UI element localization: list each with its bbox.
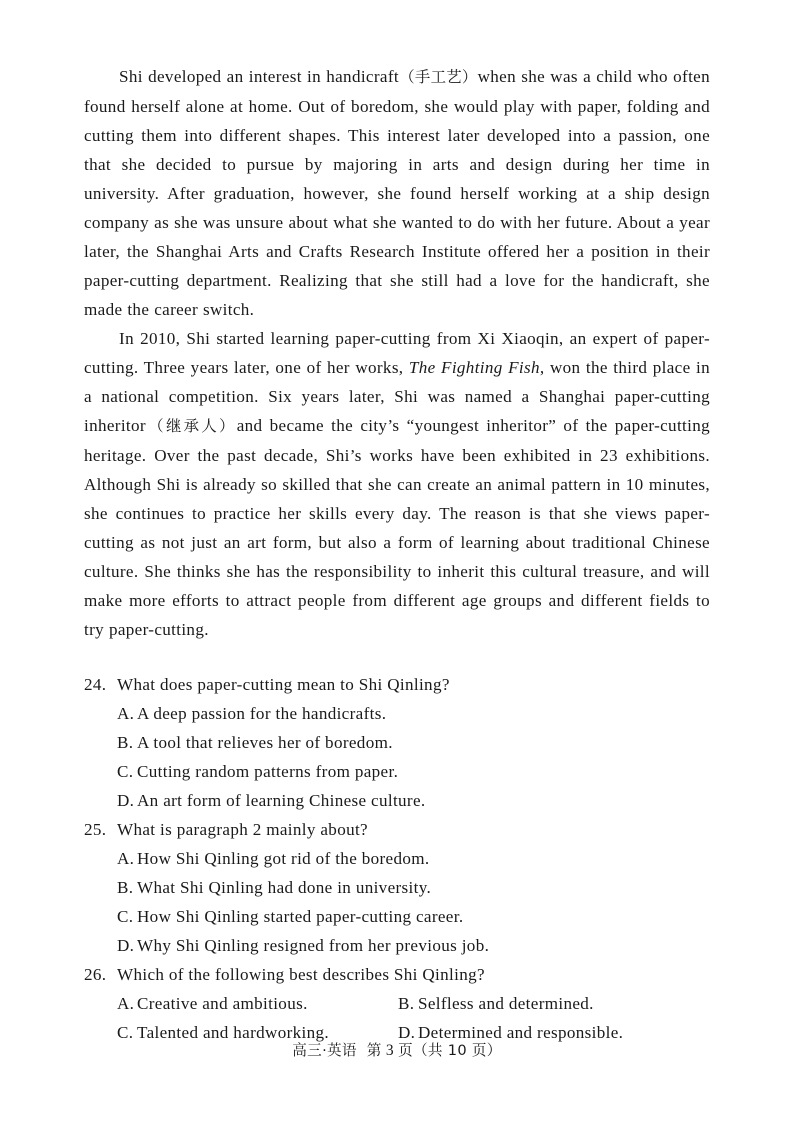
option-25-b[interactable] bbox=[84, 873, 710, 902]
question-text-24: What does paper-cutting mean to Shi Qinling? bbox=[117, 675, 450, 694]
passage-text-run: and became the city’s “youngest inheritor” of the paper-cutting heritage. Over the past decade, Shi’s works have been exhibited in 23 exhibitions. Although Shi is already so skilled that she can create an animal pattern in 10 minutes, she continues to practice her skills every day. The reason is that she views paper-cutting as not just an art form, but also a form of learning about traditional Chinese culture. She thinks she has the responsibility to inherit this cultural treasure, and will make more efforts to attract people from different age groups and different fields to try paper-cutting. bbox=[84, 416, 710, 639]
option-text-24-b: A tool that relieves her of boredom. bbox=[137, 733, 393, 752]
passage-text-run: In 2010, Shi started learning paper-cutting from Xi Xiaoqin, an expert of paper-cutting. Three years later, one of her works, bbox=[84, 329, 710, 377]
options-list-26 bbox=[84, 989, 710, 1047]
option-25-d[interactable] bbox=[84, 931, 710, 960]
passage-paragraph-1 bbox=[84, 62, 710, 324]
passage-text-run: , won the third place in a national competition. Six years later, Shi was named a Shanghai paper-cutting inheritor bbox=[84, 358, 710, 435]
option-text-26-a: Creative and ambitious. bbox=[137, 994, 308, 1013]
option-letter-26-a: A. bbox=[117, 994, 135, 1013]
option-text-25-a: How Shi Qinling got rid of the boredom. bbox=[137, 849, 430, 868]
question-text-25: What is paragraph 2 mainly about? bbox=[117, 820, 368, 839]
footer-page-number: 3 bbox=[385, 1042, 394, 1059]
page-footer bbox=[0, 1040, 794, 1062]
passage-paragraph-2 bbox=[84, 324, 710, 644]
option-24-c[interactable] bbox=[84, 757, 710, 786]
option-26-b[interactable] bbox=[398, 989, 710, 1018]
options-list-25 bbox=[84, 844, 710, 960]
question-number-26: 26. bbox=[84, 965, 107, 984]
footer-total-pages: （共 10 页） bbox=[413, 1042, 502, 1059]
footer-subject: 高三·英语 bbox=[292, 1042, 357, 1059]
option-text-24-c: Cutting random patterns from paper. bbox=[137, 762, 399, 781]
question-number-24: 24. bbox=[84, 675, 107, 694]
option-letter-25-a: A. bbox=[117, 849, 135, 868]
option-letter-26-b: B. bbox=[398, 994, 415, 1013]
passage-text-run: when she was a child who often found herself alone at home. Out of boredom, she would play with paper, folding and cutting them into different shapes. This interest later developed into a passion, one that she decided to pursue by majoring in arts and design during her time in university. After graduation, however, she found herself working at a ship design company as she was unsure about what she wanted to do with her future. About a year later, the Shanghai Arts and Crafts Research Institute offered her a position in their paper-cutting department. Realizing that she still had a love for the handicraft, she made the career switch. bbox=[84, 67, 710, 319]
cjk-gloss: （继承人） bbox=[145, 417, 237, 435]
option-letter-24-c: C. bbox=[117, 762, 134, 781]
question-number-25: 25. bbox=[84, 820, 107, 839]
question-text-26: Which of the following best describes Shi Qinling? bbox=[117, 965, 485, 984]
option-text-25-b: What Shi Qinling had done in university. bbox=[137, 878, 432, 897]
option-25-a[interactable] bbox=[84, 844, 710, 873]
option-26-a[interactable] bbox=[84, 989, 398, 1018]
option-letter-24-b: B. bbox=[117, 733, 134, 752]
option-letter-26-d: D. bbox=[398, 1023, 416, 1042]
option-text-26-c: Talented and hardworking. bbox=[137, 1023, 329, 1042]
option-text-26-b: Selfless and determined. bbox=[418, 994, 594, 1013]
question-block-26 bbox=[84, 960, 710, 1047]
footer-page-suffix: 页 bbox=[398, 1042, 413, 1059]
footer-page-prefix: 第 bbox=[366, 1042, 382, 1059]
option-text-24-d: An art form of learning Chinese culture. bbox=[137, 791, 426, 810]
question-block-24 bbox=[84, 670, 710, 815]
option-letter-24-d: D. bbox=[117, 791, 135, 810]
questions-section bbox=[84, 670, 710, 1047]
question-stem-24 bbox=[84, 670, 710, 699]
question-stem-26 bbox=[84, 960, 710, 989]
question-stem-25 bbox=[84, 815, 710, 844]
cjk-gloss: （手工艺） bbox=[398, 68, 478, 86]
passage-text-run: Shi developed an interest in handicraft bbox=[119, 67, 399, 86]
options-list-24 bbox=[84, 699, 710, 815]
option-text-25-c: How Shi Qinling started paper-cutting career. bbox=[137, 907, 464, 926]
reading-passage bbox=[84, 62, 710, 644]
option-25-c[interactable] bbox=[84, 902, 710, 931]
option-24-b[interactable] bbox=[84, 728, 710, 757]
option-letter-25-d: D. bbox=[117, 936, 135, 955]
book-title: The Fighting Fish bbox=[408, 358, 540, 377]
option-text-26-d: Determined and responsible. bbox=[418, 1023, 624, 1042]
option-24-a[interactable] bbox=[84, 699, 710, 728]
option-letter-24-a: A. bbox=[117, 704, 135, 723]
option-24-d[interactable] bbox=[84, 786, 710, 815]
option-text-24-a: A deep passion for the handicrafts. bbox=[137, 704, 387, 723]
option-text-25-d: Why Shi Qinling resigned from her previous job. bbox=[137, 936, 490, 955]
option-letter-25-c: C. bbox=[117, 907, 134, 926]
page-content bbox=[84, 62, 710, 1047]
option-letter-25-b: B. bbox=[117, 878, 134, 897]
question-block-25 bbox=[84, 815, 710, 960]
option-letter-26-c: C. bbox=[117, 1023, 134, 1042]
